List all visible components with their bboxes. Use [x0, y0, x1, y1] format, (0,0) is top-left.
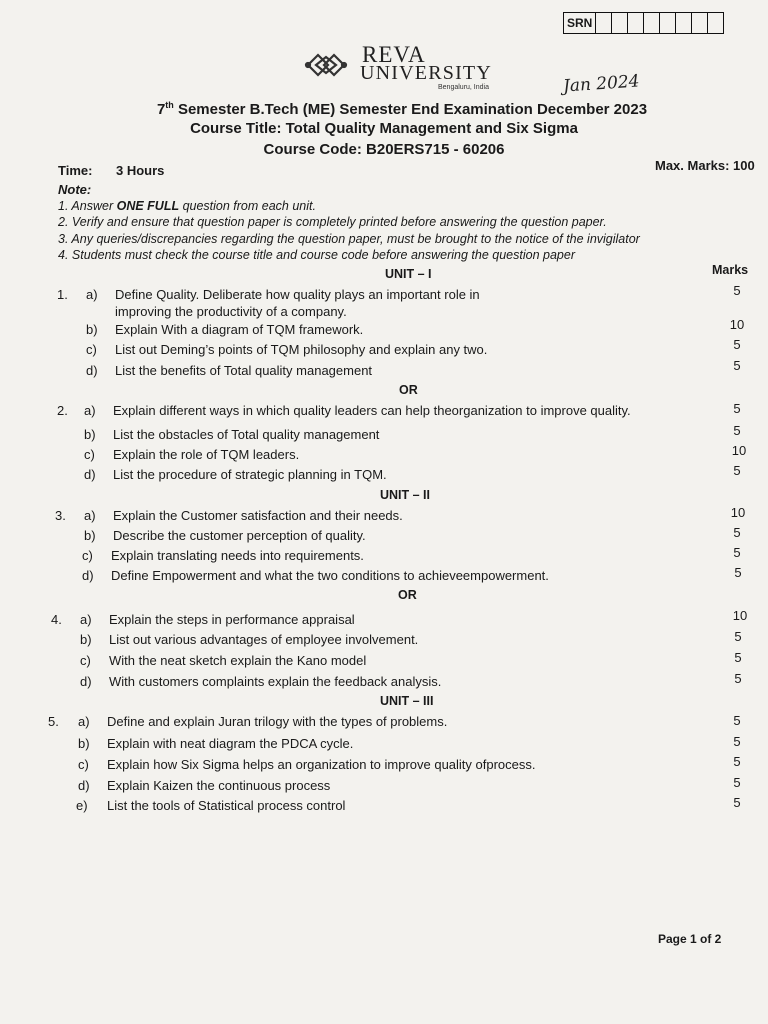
question-marks: 5 [733, 401, 741, 416]
question-row [0, 423, 768, 445]
srn-cell [596, 13, 612, 33]
question-part: d) [82, 568, 94, 583]
question-row [0, 283, 768, 305]
question-part: a) [78, 714, 90, 729]
time-label: Time: [58, 163, 93, 178]
question-row [0, 545, 768, 566]
question-part: c) [84, 447, 95, 462]
srn-cell [692, 13, 708, 33]
question-number: 3. [55, 508, 66, 523]
srn-cell [644, 13, 660, 33]
srn-cell [612, 13, 628, 33]
handwritten-date: Jan 2024 [562, 71, 641, 97]
question-marks: 5 [733, 463, 741, 478]
question-part: c) [86, 342, 97, 357]
question-text: Explain the role of TQM leaders. [113, 447, 300, 462]
question-marks: 5 [734, 565, 742, 580]
question-text: Describe the customer perception of quality. [113, 528, 366, 543]
question-text: With the neat sketch explain the Kano model [109, 653, 367, 668]
question-text: List out various advantages of employee involvement. [109, 632, 419, 647]
question-row [0, 736, 768, 754]
exam-title [18, 100, 768, 118]
question-row [0, 754, 768, 775]
question-text: List out Deming’s points of TQM philosophy and explain any two. [115, 342, 488, 357]
question-row [0, 443, 768, 465]
srn-cell [708, 13, 723, 33]
question-marks: 5 [734, 629, 742, 644]
question-text: Explain with neat diagram the PDCA cycle. [107, 736, 354, 751]
question-text: Explain how Six Sigma helps an organization to improve quality ofprocess. [107, 757, 536, 772]
question-text: List the procedure of strategic planning in TQM. [113, 467, 387, 482]
question-text: List the benefits of Total quality management [115, 363, 373, 378]
question-part: d) [80, 674, 92, 689]
question-marks: 10 [729, 317, 745, 332]
unit-3-heading: UNIT – III [380, 694, 434, 708]
question-marks: 5 [734, 671, 742, 686]
question-part: b) [78, 736, 90, 751]
question-marks: 5 [733, 795, 741, 810]
question-number: 1. [57, 287, 68, 302]
question-row [0, 358, 768, 381]
unit-1-heading: UNIT – I [385, 267, 432, 281]
or-divider: OR [398, 588, 417, 602]
question-part: b) [84, 528, 96, 543]
question-row [0, 463, 768, 485]
question-text: Explain translating needs into requirements. [111, 548, 364, 563]
question-part: a) [84, 508, 96, 523]
question-text: improving the productivity of a company. [115, 304, 347, 319]
question-part: b) [86, 322, 98, 337]
question-text: Explain With a diagram of TQM framework. [115, 322, 364, 337]
question-text: Define Empowerment and what the two conditions to achieveempowerment. [111, 568, 549, 583]
question-marks: 5 [733, 525, 741, 540]
question-row [0, 317, 768, 340]
logo-name-reva: REVA [362, 42, 426, 67]
question-row [0, 795, 768, 816]
question-marks: 5 [733, 423, 741, 438]
srn-box[interactable] [563, 12, 724, 34]
question-text: Explain the steps in performance appraisal [109, 612, 355, 627]
question-marks: 5 [733, 337, 741, 352]
course-title: Course Title: Total Quality Management and Six Sigma [190, 120, 578, 137]
question-marks: 10 [730, 505, 746, 520]
question-number: 5. [48, 714, 59, 729]
question-text: Define Quality. Deliberate how quality plays an important role in [115, 287, 480, 302]
marks-header: Marks [712, 263, 749, 277]
question-row [0, 650, 768, 671]
question-text: With customers complaints explain the feedback analysis. [109, 674, 442, 689]
srn-cell [676, 13, 692, 33]
question-part: c) [78, 757, 89, 772]
question-part: e) [76, 798, 88, 813]
question-marks: 5 [733, 283, 741, 298]
question-part: c) [80, 653, 91, 668]
time-value: 3 Hours [116, 163, 165, 178]
or-divider: OR [399, 383, 418, 397]
question-part: c) [82, 548, 93, 563]
question-row [0, 403, 768, 421]
question-number: 2. [57, 403, 68, 418]
question-marks: 10 [731, 443, 747, 458]
note-2: 2. Verify and ensure that question paper is completely printed before answering the question paper. [58, 215, 607, 229]
question-part: d) [84, 467, 96, 482]
exam-title-text: Semester B.Tech (ME) Semester End Examination December 2023 [173, 101, 648, 118]
question-marks: 5 [733, 775, 741, 790]
note-1 [58, 199, 316, 213]
question-marks: 5 [733, 545, 741, 560]
note-4: 4. Students must check the course title and course code before answering the question paper [58, 248, 575, 262]
question-part: b) [80, 632, 92, 647]
question-text: List the obstacles of Total quality management [113, 427, 380, 442]
page-number: Page 1 of 2 [658, 932, 722, 946]
max-marks: Max. Marks: 100 [655, 158, 755, 173]
question-marks: 5 [733, 713, 741, 728]
question-row [0, 608, 768, 630]
question-row-continued [0, 304, 768, 322]
question-marks: 10 [732, 608, 748, 623]
question-text: List the tools of Statistical process control [107, 798, 346, 813]
question-text: Explain the Customer satisfaction and their needs. [113, 508, 403, 523]
question-row [0, 505, 768, 526]
question-row [0, 714, 768, 732]
note-3: 3. Any queries/discrepancies regarding the question paper, must be brought to the notice of the invigilator [58, 232, 640, 246]
university-logo [300, 44, 510, 94]
question-part: d) [86, 363, 98, 378]
note-1-post: question from each unit. [179, 199, 316, 213]
semester-number: 7 [156, 101, 166, 118]
question-marks: 5 [733, 734, 741, 749]
note-1-pre: 1. Answer [58, 199, 117, 213]
question-part: d) [78, 778, 90, 793]
question-marks: 5 [734, 650, 742, 665]
question-part: a) [80, 612, 92, 627]
question-text: Define and explain Juran trilogy with the types of problems. [107, 714, 448, 729]
unit-2-heading: UNIT – II [380, 488, 431, 502]
question-marks: 5 [733, 754, 741, 769]
question-part: b) [84, 427, 96, 442]
question-text: Explain Kaizen the continuous process [107, 778, 331, 793]
question-number: 4. [51, 612, 62, 627]
question-row [0, 565, 768, 586]
course-code: Course Code: B20ERS715 - 60206 [263, 141, 505, 158]
question-row [0, 629, 768, 650]
srn-cell [628, 13, 644, 33]
srn-label: SRN [564, 13, 596, 33]
question-part: a) [86, 287, 98, 302]
note-label: Note: [58, 182, 92, 197]
logo-name-university: UNIVERSITY [360, 62, 492, 84]
question-part: a) [84, 403, 96, 418]
note-1-bold: ONE FULL [116, 199, 180, 213]
srn-cell [660, 13, 676, 33]
question-row [0, 525, 768, 546]
question-marks: 5 [733, 358, 741, 373]
question-row [0, 337, 768, 360]
question-row [0, 775, 768, 796]
semester-suffix: th [165, 100, 174, 110]
reva-knot-icon [302, 48, 350, 82]
logo-location: Bengaluru, India [438, 84, 489, 91]
question-row [0, 671, 768, 692]
question-text: Explain different ways in which quality leaders can help theorganization to improve quality. [113, 403, 631, 418]
